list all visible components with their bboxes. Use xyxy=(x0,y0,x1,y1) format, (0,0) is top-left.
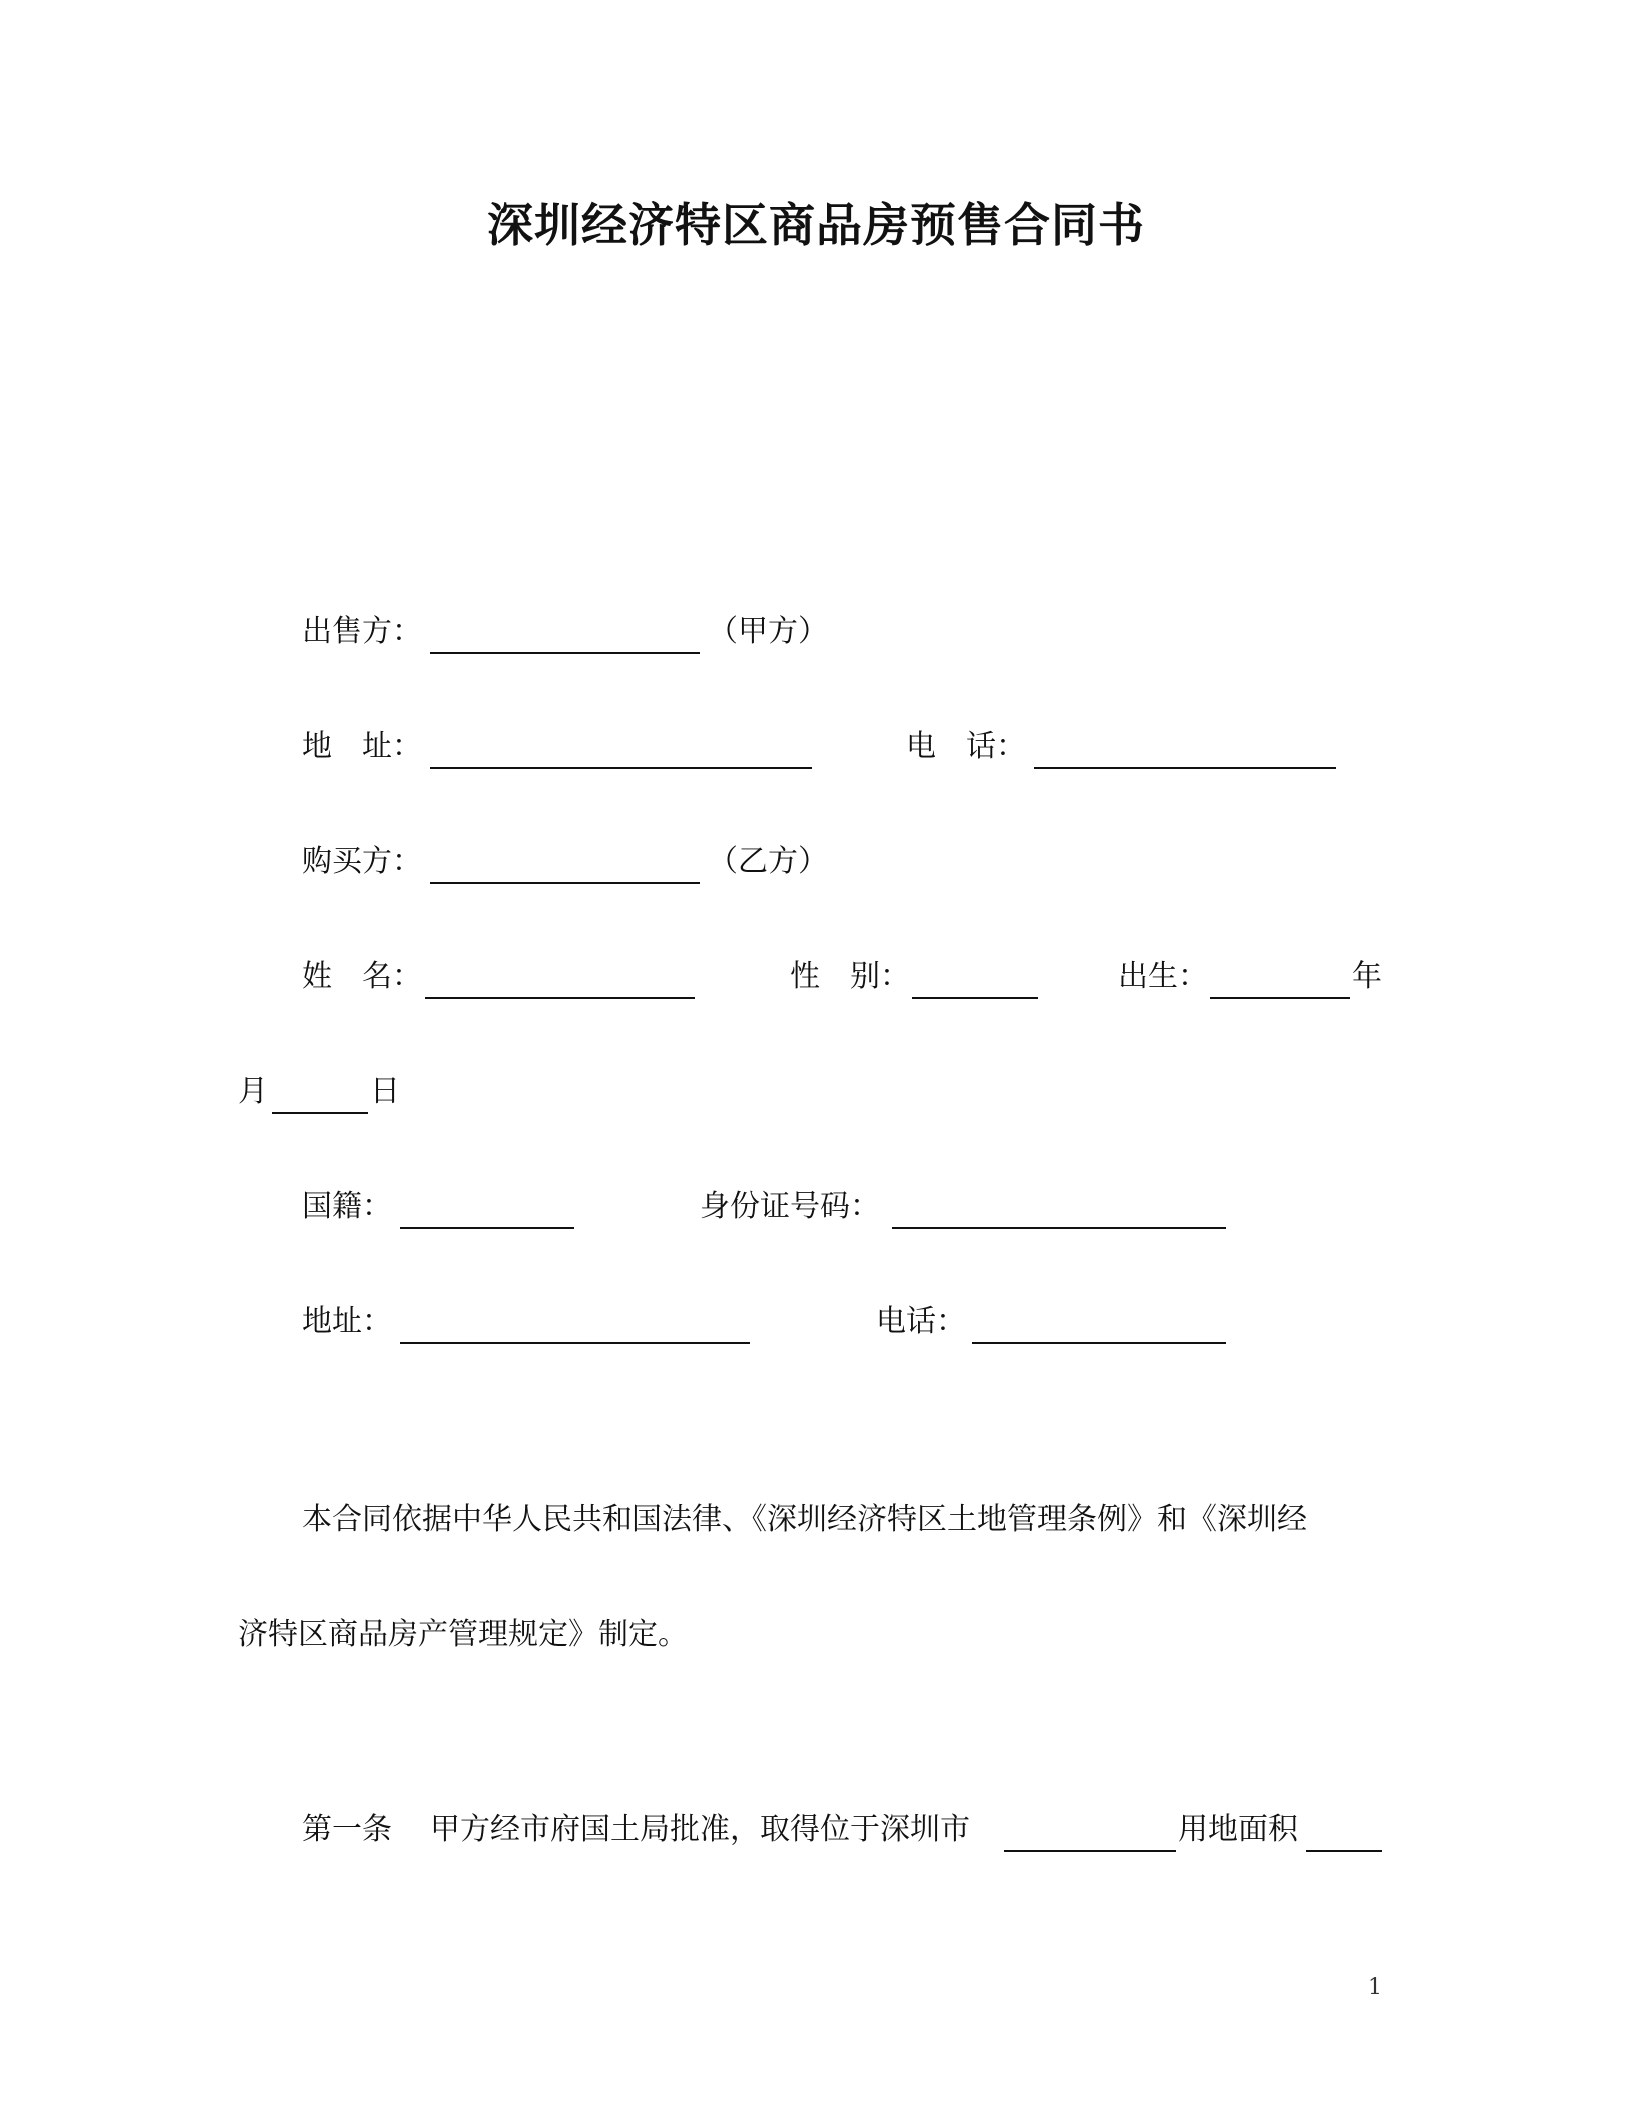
buyer-gender-label: 性 别： xyxy=(790,959,910,994)
seller-address-label: 地 址： xyxy=(302,729,422,764)
seller-address-blank[interactable] xyxy=(430,767,812,769)
buyer-name-label: 姓 名： xyxy=(302,959,422,994)
seller-blank[interactable] xyxy=(430,652,700,654)
seller-phone-label: 电 话： xyxy=(906,729,1026,764)
buyer-label: 购买方： xyxy=(302,844,422,879)
birth-month-label: 月 xyxy=(238,1074,268,1109)
buyer-birth-label: 出生： xyxy=(1118,959,1208,994)
nationality-blank[interactable] xyxy=(400,1227,574,1229)
buyer-birth-month-blank[interactable] xyxy=(272,1112,368,1114)
seller-phone-blank[interactable] xyxy=(1034,767,1336,769)
buyer-blank[interactable] xyxy=(430,882,700,884)
article-1-heading: 第一条 xyxy=(302,1812,392,1847)
buyer-address-label: 地址： xyxy=(302,1304,392,1339)
article-1-text-part2: 用地面积 xyxy=(1178,1812,1298,1847)
basis-paragraph-line1: 本合同依据中华人民共和国法律、《深圳经济特区土地管理条例》和《深圳经 xyxy=(302,1502,1307,1537)
buyer-name-blank[interactable] xyxy=(425,997,695,999)
id-number-label: 身份证号码： xyxy=(700,1189,880,1224)
article-1-area-blank[interactable] xyxy=(1306,1850,1382,1852)
nationality-label: 国籍： xyxy=(302,1189,392,1224)
buyer-phone-blank[interactable] xyxy=(972,1342,1226,1344)
buyer-birth-year-blank[interactable] xyxy=(1210,997,1350,999)
buyer-suffix: （乙方） xyxy=(708,844,828,879)
page-number: 1 xyxy=(1368,1975,1382,2000)
article-1-text-part1: 甲方经市府国土局批准，取得位于深圳市 xyxy=(430,1812,970,1847)
id-number-blank[interactable] xyxy=(892,1227,1226,1229)
seller-suffix: （甲方） xyxy=(708,614,828,649)
basis-paragraph-line2: 济特区商品房产管理规定》制定。 xyxy=(238,1617,688,1652)
birth-year-label: 年 xyxy=(1352,959,1382,994)
buyer-gender-blank[interactable] xyxy=(912,997,1038,999)
birth-day-label: 日 xyxy=(370,1074,400,1109)
buyer-address-blank[interactable] xyxy=(400,1342,750,1344)
article-1-location-blank[interactable] xyxy=(1004,1850,1176,1852)
buyer-phone-label: 电话： xyxy=(876,1304,966,1339)
document-title: 深圳经济特区商品房预售合同书 xyxy=(487,198,1145,252)
seller-label: 出售方： xyxy=(302,614,422,649)
